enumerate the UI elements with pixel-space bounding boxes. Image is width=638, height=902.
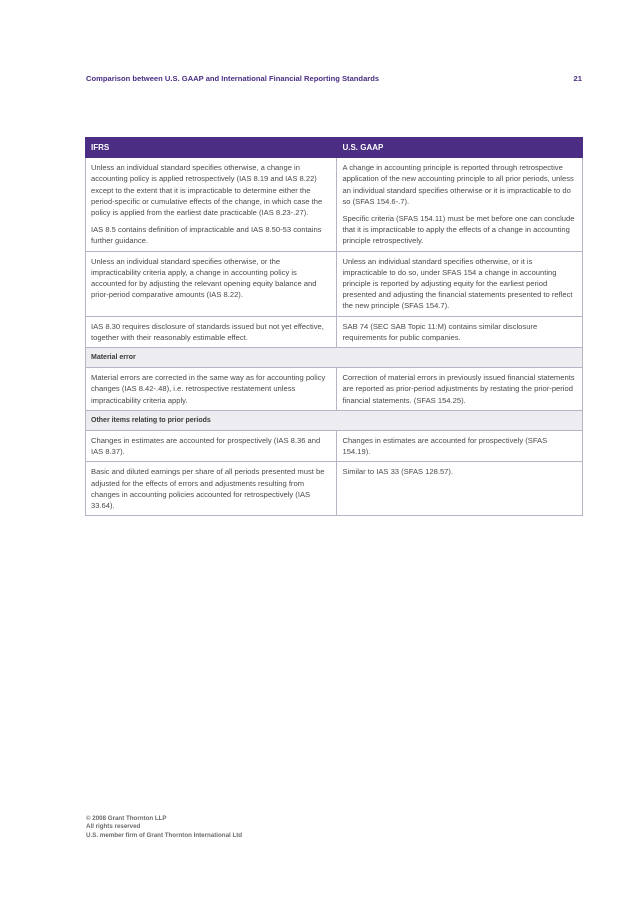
usgaap-cell (337, 316, 583, 347)
ifrs-cell (86, 158, 337, 251)
copyright-line: © 2008 Grant Thornton LLP (86, 815, 167, 822)
page-number: 21 (573, 74, 582, 83)
ifrs-cell (86, 316, 337, 347)
table-header-row (86, 138, 583, 158)
column-header-ifrs: IFRS (86, 138, 337, 158)
member-firm-line: U.S. member firm of Grant Thornton International Ltd (86, 831, 243, 839)
page-header (86, 74, 582, 83)
comparison-table (85, 137, 583, 516)
section-heading: Material error (86, 348, 583, 368)
section-heading: Other items relating to prior periods (86, 410, 583, 430)
cell-paragraph: Unless an individual standard specifies otherwise, a change in accounting policy is applied retrospectively (IAS 8.19 and IAS 8.22) except to the extent that it is impracticable to determine either the period-specific or cumulative effects of the change, in which case the policy is applied from the earliest date practicable (IAS 8.23-.27). (91, 163, 323, 218)
cell-paragraph: IAS 8.5 contains definition of impracticable and IAS 8.50-53 contains further guidance. (91, 225, 322, 246)
cell-paragraph: Unless an individual standard specifies otherwise, or the impracticability criteria apply, a change in accounting policy is accounted for by adjusting the relevant opening equity balance and prior-period comparative amounts (IAS 8.22). (91, 256, 317, 300)
column-header-usgaap: U.S. GAAP (337, 138, 583, 158)
table-row (86, 158, 583, 251)
cell-paragraph: A change in accounting principle is reported through retrospective application of the new accounting principle to all prior periods, unless an individual standard specifies otherwise or it is impracticable to do so (SFAS 154.6-.7). (342, 163, 574, 206)
table-row (86, 462, 583, 516)
rights-line: All rights reserved (86, 823, 141, 831)
ifrs-cell: Material errors are corrected in the same way as for accounting policy changes (IAS 8.42-.48), i.e. retrospective restatement unless impracticability criteria apply. (86, 368, 337, 411)
table-row (86, 251, 583, 316)
usgaap-cell: Changes in estimates are accounted for prospectively (SFAS 154.19). (337, 431, 583, 462)
page-header-title: Comparison between U.S. GAAP and International Financial Reporting Standards (86, 74, 380, 83)
usgaap-cell (337, 158, 583, 251)
usgaap-cell: Correction of material errors in previously issued financial statements are reported as prior-period adjustments by restating the prior-period financial statements. (SFAS 154.25). (337, 368, 583, 411)
ifrs-cell (86, 251, 337, 316)
page-footer (86, 815, 242, 840)
ifrs-cell: Basic and diluted earnings per share of all periods presented must be adjusted for the effects of errors and adjustments resulting from changes in accounting policies accounted for retrospectively (IAS 33.64). (86, 462, 337, 516)
cell-paragraph: Specific criteria (SFAS 154.11) must be met before one can conclude that it is impracticable to apply the effects of a change in accounting principle retrospectively. (342, 214, 575, 246)
usgaap-cell: Similar to IAS 33 (SFAS 128.57). (337, 462, 583, 516)
cell-paragraph: IAS 8.30 requires disclosure of standards issued but not yet effective, together with their reasonably estimable effect. (91, 321, 324, 342)
cell-paragraph: Unless an individual standard specifies otherwise, or it is impracticable to do so, under SFAS 154 a change in accounting principle is reported by adjusting equity for the earliest period presented and adjusting the financial statements presented to reflect the new principle (SFAS 154.7). (342, 256, 573, 311)
table-row (86, 316, 583, 347)
section-row-other-items (86, 410, 583, 430)
table-row (86, 431, 583, 462)
usgaap-cell (337, 251, 583, 316)
table-row (86, 368, 583, 411)
cell-paragraph: SAB 74 (SEC SAB Topic 11:M) contains similar disclosure requirements for public companies. (342, 321, 538, 342)
section-row-material-error (86, 348, 583, 368)
ifrs-cell: Changes in estimates are accounted for prospectively (IAS 8.36 and IAS 8.37). (86, 431, 337, 462)
